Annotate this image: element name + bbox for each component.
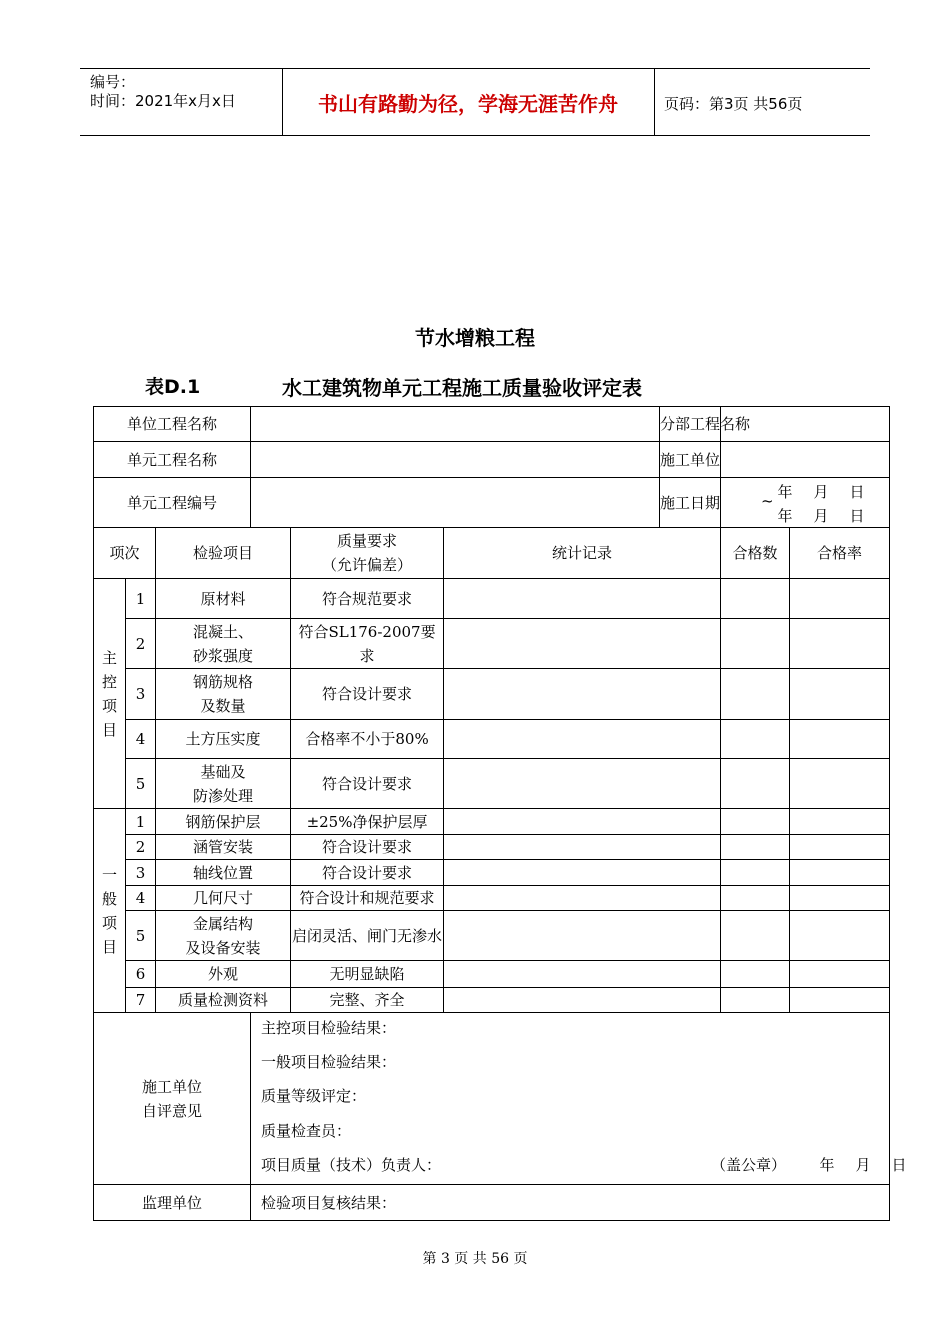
quality-requirement: 符合设计要求 — [291, 669, 444, 720]
table-row — [94, 835, 890, 860]
quality-requirement: 符合设计要求 — [291, 759, 444, 809]
col-statistics: 统计记录 — [444, 528, 721, 579]
evaluation-table — [93, 406, 907, 1221]
info-row — [94, 407, 890, 442]
statistics-cell[interactable] — [444, 886, 721, 911]
date-tilde: ~ — [761, 491, 774, 510]
pass-rate-cell[interactable] — [790, 961, 890, 988]
table-row — [94, 669, 890, 720]
header-top-rule — [80, 68, 870, 69]
table-row — [94, 911, 890, 961]
element-project-no-label: 单元工程编号 — [94, 478, 251, 528]
quality-requirement: 启闭灵活、闸门无渗水 — [291, 911, 444, 961]
inspector-label: 质量检查员： — [261, 1121, 352, 1140]
table-row — [94, 579, 890, 619]
item-no: 6 — [126, 961, 156, 988]
col-pass-count: 合格数 — [721, 528, 790, 579]
table-row — [94, 860, 890, 886]
quality-requirement: ±25%净保护层厚 — [291, 809, 444, 835]
quality-requirement: 合格率不小于80% — [291, 720, 444, 759]
table-row — [94, 619, 890, 669]
pass-rate-cell[interactable] — [790, 619, 890, 669]
pass-count-cell[interactable] — [721, 809, 790, 835]
pass-count-cell[interactable] — [721, 759, 790, 809]
item-no: 4 — [126, 720, 156, 759]
pass-count-cell[interactable] — [721, 619, 790, 669]
supervision-label: 监理单位 — [94, 1185, 251, 1221]
construction-unit-label: 施工单位 — [660, 442, 721, 478]
statistics-cell[interactable] — [444, 619, 721, 669]
general-result-label: 一般项目检验结果： — [261, 1052, 397, 1071]
statistics-cell[interactable] — [444, 669, 721, 720]
self-evaluation-label: 施工单位 自评意见 — [94, 1013, 251, 1185]
table-row — [94, 988, 890, 1013]
statistics-cell[interactable] — [444, 809, 721, 835]
statistics-cell[interactable] — [444, 911, 721, 961]
pass-rate-cell[interactable] — [790, 860, 890, 886]
pass-rate-cell[interactable] — [790, 886, 890, 911]
header-number-label: 编号： — [90, 73, 136, 91]
item-no: 1 — [126, 579, 156, 619]
inspection-item: 金属结构 及设备安装 — [156, 911, 291, 961]
quality-requirement: 符合设计要求 — [291, 835, 444, 860]
inspection-item: 钢筋规格 及数量 — [156, 669, 291, 720]
inspection-item: 土方压实度 — [156, 720, 291, 759]
pass-rate-cell[interactable] — [790, 911, 890, 961]
table-row — [94, 720, 890, 759]
inspection-item: 原材料 — [156, 579, 291, 619]
pass-rate-cell[interactable] — [790, 835, 890, 860]
self-evaluation-row — [94, 1013, 890, 1185]
col-pass-rate: 合格率 — [790, 528, 890, 579]
statistics-cell[interactable] — [444, 961, 721, 988]
pass-count-cell[interactable] — [721, 860, 790, 886]
element-project-no-value[interactable] — [251, 478, 660, 528]
item-no: 3 — [126, 669, 156, 720]
unit-project-name-label: 单位工程名称 — [94, 407, 251, 442]
item-no: 2 — [126, 619, 156, 669]
table-number: 表D.1 — [145, 376, 201, 398]
pass-rate-cell[interactable] — [790, 720, 890, 759]
project-title: 节水增粮工程 — [415, 326, 535, 350]
seal-label: （盖公章） — [711, 1155, 787, 1174]
date-end: 年 月 日 — [777, 506, 865, 525]
construction-unit-value[interactable] — [721, 442, 890, 478]
grade-label: 质量等级评定： — [261, 1086, 367, 1105]
header-bottom-rule — [80, 135, 870, 136]
header-divider — [654, 68, 655, 136]
col-quality-requirement: 质量要求 （允许偏差） — [291, 528, 444, 579]
item-no: 7 — [126, 988, 156, 1013]
quality-requirement: 符合设计和规范要求 — [291, 886, 444, 911]
table-title: 水工建筑物单元工程施工质量验收评定表 — [282, 376, 642, 400]
inspection-item: 钢筋保护层 — [156, 809, 291, 835]
quality-requirement: 无明显缺陷 — [291, 961, 444, 988]
pass-rate-cell[interactable] — [790, 669, 890, 720]
statistics-cell[interactable] — [444, 720, 721, 759]
pass-count-cell[interactable] — [721, 669, 790, 720]
item-no: 2 — [126, 835, 156, 860]
quality-requirement: 符合设计要求 — [291, 860, 444, 886]
column-header-row — [94, 528, 890, 579]
page-header — [80, 68, 870, 136]
item-no: 5 — [126, 759, 156, 809]
page-footer: 第 3 页 共 56 页 — [422, 1251, 528, 1267]
construction-date-label: 施工日期 — [660, 478, 721, 528]
statistics-cell[interactable] — [444, 835, 721, 860]
sub-project-name-label: 分部工程名称 — [660, 407, 721, 442]
statistics-cell[interactable] — [444, 759, 721, 809]
table-row — [94, 961, 890, 988]
pass-count-cell[interactable] — [721, 579, 790, 619]
inspection-item: 外观 — [156, 961, 291, 988]
element-project-name-label: 单元工程名称 — [94, 442, 251, 478]
tech-lead-label: 项目质量（技术）负责人： — [261, 1155, 442, 1174]
table-row — [94, 886, 890, 911]
header-time-label: 时间：2021年x月x日 — [90, 92, 236, 110]
info-row — [94, 442, 890, 478]
supervision-review[interactable]: 检验项目复核结果： — [251, 1185, 890, 1221]
general-items-group-label: 一 般 项 目 — [94, 809, 126, 1013]
inspection-item: 质量检测资料 — [156, 988, 291, 1013]
col-inspection-item: 检验项目 — [156, 528, 291, 579]
quality-requirement: 符合SL176-2007要求 — [291, 619, 444, 669]
item-no: 4 — [126, 886, 156, 911]
pass-count-cell[interactable] — [721, 720, 790, 759]
pass-count-cell[interactable] — [721, 886, 790, 911]
main-items-group-label: 主 控 项 目 — [94, 579, 126, 809]
inspection-item: 混凝土、 砂浆强度 — [156, 619, 291, 669]
pass-count-cell[interactable] — [721, 988, 790, 1013]
item-no: 3 — [126, 860, 156, 886]
pass-rate-cell[interactable] — [790, 988, 890, 1013]
element-project-name-value[interactable] — [251, 442, 660, 478]
statistics-cell[interactable] — [444, 860, 721, 886]
header-motto: 书山有路勤为径，学海无涯苦作舟 — [318, 92, 618, 116]
sign-date: 年 月 日 — [819, 1155, 907, 1174]
table-row — [94, 809, 890, 835]
pass-count-cell[interactable] — [721, 835, 790, 860]
pass-rate-cell[interactable] — [790, 809, 890, 835]
self-evaluation-content[interactable] — [251, 1013, 907, 1185]
pass-rate-cell[interactable] — [790, 579, 890, 619]
statistics-cell[interactable] — [444, 988, 721, 1013]
col-item-no: 项次 — [94, 528, 156, 579]
pass-count-cell[interactable] — [721, 911, 790, 961]
date-start: 年 月 日 — [777, 482, 865, 501]
pass-count-cell[interactable] — [721, 961, 790, 988]
inspection-item: 涵管安装 — [156, 835, 291, 860]
table-row — [94, 759, 890, 809]
inspection-item: 基础及 防渗处理 — [156, 759, 291, 809]
item-no: 5 — [126, 911, 156, 961]
inspection-item: 轴线位置 — [156, 860, 291, 886]
header-page-code: 页码：第3页 共56页 — [664, 95, 803, 113]
unit-project-name-value[interactable] — [251, 407, 660, 442]
inspection-item: 几何尺寸 — [156, 886, 291, 911]
construction-date-value[interactable] — [721, 478, 890, 528]
quality-requirement: 符合规范要求 — [291, 579, 444, 619]
main-result-label: 主控项目检验结果： — [261, 1018, 397, 1037]
quality-requirement: 完整、齐全 — [291, 988, 444, 1013]
supervision-row — [94, 1185, 890, 1221]
statistics-cell[interactable] — [444, 579, 721, 619]
info-row — [94, 478, 890, 528]
item-no: 1 — [126, 809, 156, 835]
pass-rate-cell[interactable] — [790, 759, 890, 809]
